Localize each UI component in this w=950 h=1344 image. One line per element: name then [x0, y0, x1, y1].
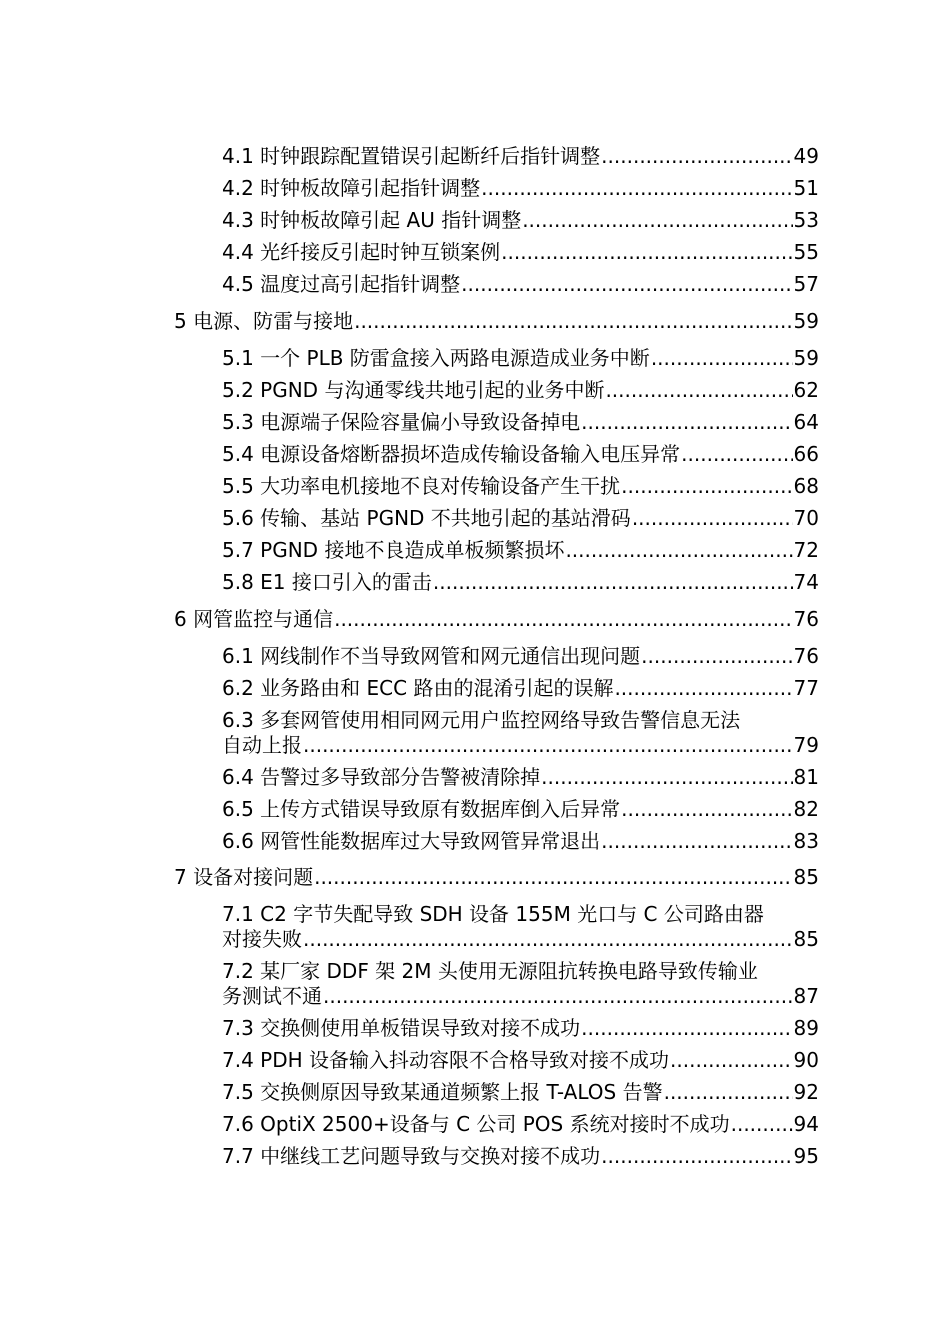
toc-leader-dots [681, 439, 792, 469]
toc-entry-page: 49 [793, 144, 819, 168]
toc-entry[interactable] [222, 407, 819, 437]
toc-entry[interactable] [222, 1141, 819, 1171]
toc-entry-page: 83 [793, 829, 819, 853]
toc-entry[interactable] [222, 439, 819, 469]
toc-entry-title-continued: 务测试不通 [222, 984, 322, 1008]
toc-entry-page: 55 [793, 240, 819, 264]
toc-leader-dots [651, 343, 793, 373]
toc-leader-dots [731, 1109, 793, 1139]
toc-entry-page: 92 [793, 1080, 819, 1104]
toc-leader-dots [605, 375, 792, 405]
toc-entry[interactable] [222, 269, 819, 299]
toc-leader-dots [303, 924, 793, 954]
toc-entry-page: 90 [793, 1048, 819, 1072]
toc-entry-page: 82 [793, 797, 819, 821]
toc-chapter-entry[interactable] [174, 862, 819, 892]
toc-entry[interactable] [222, 471, 819, 501]
toc-entry-title: 4.1 时钟跟踪配置错误引起断纤后指针调整 [222, 144, 601, 168]
toc-entry[interactable] [222, 1077, 819, 1107]
toc-entry-title: 6.2 业务路由和 ECC 路由的混淆引起的误解 [222, 676, 614, 700]
toc-leader-dots [632, 503, 793, 533]
toc-entry[interactable] [222, 343, 819, 373]
toc-leader-dots [522, 205, 792, 235]
toc-entry-title: 5.5 大功率电机接地不良对传输设备产生干扰 [222, 474, 621, 498]
toc-entry-page: 95 [793, 1144, 819, 1168]
toc-entry[interactable] [222, 205, 819, 235]
toc-leader-dots [621, 471, 792, 501]
toc-leader-dots [334, 604, 792, 634]
toc-entry-page: 68 [793, 474, 819, 498]
toc-entry-title: 5 电源、防雷与接地 [174, 309, 354, 333]
toc-entry-title: 6.1 网线制作不当导致网管和网元通信出现问题 [222, 644, 641, 668]
toc-entry-title: 4.2 时钟板故障引起指针调整 [222, 176, 481, 200]
toc-entry-page: 57 [793, 272, 819, 296]
toc-entry-page: 51 [793, 176, 819, 200]
toc-leader-dots [433, 567, 793, 597]
toc-entry-page: 72 [793, 538, 819, 562]
toc-entry-title-continued: 对接失败 [222, 927, 302, 951]
toc-entry[interactable] [222, 673, 819, 703]
toc-entry-title: 5.3 电源端子保险容量偏小导致设备掉电 [222, 410, 581, 434]
toc-leader-dots [354, 306, 792, 336]
toc-leader-dots [621, 794, 792, 824]
toc-entry[interactable] [222, 826, 819, 856]
toc-entry-title: 5.1 一个 PLB 防雷盒接入两路电源造成业务中断 [222, 346, 650, 370]
toc-entry-title: 5.4 电源设备熔断器损坏造成传输设备输入电压异常 [222, 442, 681, 466]
toc-entry-title: 5.8 E1 接口引入的雷击 [222, 570, 432, 594]
toc-entry[interactable] [222, 1109, 819, 1139]
toc-leader-dots [641, 641, 792, 671]
toc-leader-dots [481, 173, 792, 203]
toc-entry-page: 76 [793, 644, 819, 668]
toc-entry-page: 59 [793, 309, 819, 333]
toc-entry[interactable] [222, 567, 819, 597]
toc-entry[interactable] [222, 503, 819, 533]
toc-entry-title: 6.4 告警过多导致部分告警被清除掉 [222, 765, 541, 789]
toc-leader-dots [323, 981, 793, 1011]
toc-entry[interactable] [222, 375, 819, 405]
toc-entry-title: 6 网管监控与通信 [174, 607, 334, 631]
toc-leader-dots [670, 1045, 793, 1075]
toc-entry-page: 94 [793, 1112, 819, 1136]
toc-chapter-entry[interactable] [174, 604, 819, 634]
toc-entry[interactable] [222, 237, 819, 267]
toc-entry-page: 81 [793, 765, 819, 789]
toc-entry[interactable] [222, 173, 819, 203]
toc-leader-dots [303, 730, 793, 760]
toc-entry-title: 5.7 PGND 接地不良造成单板频繁损坏 [222, 538, 565, 562]
toc-entry-title: 7.5 交换侧原因导致某通道频繁上报 T-ALOS 告警 [222, 1080, 663, 1104]
toc-entry-title: 5.6 传输、基站 PGND 不共地引起的基站滑码 [222, 506, 631, 530]
toc-entry-page: 79 [793, 733, 819, 757]
toc-entry-title: 7.4 PDH 设备输入抖动容限不合格导致对接不成功 [222, 1048, 670, 1072]
toc-entry-continuation[interactable] [222, 730, 819, 760]
toc-entry-title: 7.6 OptiX 2500+设备与 C 公司 POS 系统对接时不成功 [222, 1112, 730, 1136]
toc-entry-title: 4.3 时钟板故障引起 AU 指针调整 [222, 208, 522, 232]
toc-entry-title: 7.3 交换侧使用单板错误导致对接不成功 [222, 1016, 581, 1040]
toc-entry-title: 6.5 上传方式错误导致原有数据库倒入后异常 [222, 797, 621, 821]
toc-entry-page: 77 [793, 676, 819, 700]
toc-entry[interactable] [222, 535, 819, 565]
toc-entry-title: 5.2 PGND 与沟通零线共地引起的业务中断 [222, 378, 605, 402]
toc-entry[interactable] [222, 899, 819, 927]
toc-entry-page: 53 [793, 208, 819, 232]
toc-entry[interactable] [222, 1013, 819, 1043]
toc-entry-page: 62 [793, 378, 819, 402]
toc-entry[interactable] [222, 1045, 819, 1075]
toc-entry-continuation[interactable] [222, 924, 819, 954]
toc-entry[interactable] [222, 956, 819, 984]
toc-leader-dots [565, 535, 792, 565]
toc-leader-dots [601, 826, 792, 856]
toc-entry[interactable] [222, 794, 819, 824]
toc-entry-title: 7.1 C2 字节失配导致 SDH 设备 155M 光口与 C 公司路由器 [222, 902, 764, 926]
toc-entry-page: 85 [793, 927, 819, 951]
toc-entry-title-continued: 自动上报 [222, 733, 302, 757]
toc-entry-page: 59 [793, 346, 819, 370]
toc-leader-dots [314, 862, 792, 892]
toc-entry-title: 4.5 温度过高引起指针调整 [222, 272, 461, 296]
toc-leader-dots [581, 407, 792, 437]
toc-chapter-entry[interactable] [174, 306, 819, 336]
toc-leader-dots [664, 1077, 793, 1107]
toc-entry-page: 85 [793, 865, 819, 889]
toc-entry[interactable] [222, 141, 819, 171]
toc-entry-title: 6.6 网管性能数据库过大导致网管异常退出 [222, 829, 601, 853]
toc-entry[interactable] [222, 762, 819, 792]
toc-entry-title: 7.7 中继线工艺问题导致与交换对接不成功 [222, 1144, 601, 1168]
toc-entry-title: 4.4 光纤接反引起时钟互锁案例 [222, 240, 501, 264]
toc-leader-dots [501, 237, 792, 267]
toc-entry-title: 7 设备对接问题 [174, 865, 314, 889]
toc-entry[interactable] [222, 641, 819, 671]
toc-entry-title: 6.3 多套网管使用相同网元用户监控网络导致告警信息无法 [222, 708, 741, 732]
toc-entry-page: 64 [793, 410, 819, 434]
toc-entry-page: 74 [793, 570, 819, 594]
toc-leader-dots [581, 1013, 792, 1043]
toc-leader-dots [614, 673, 792, 703]
toc-entry-title: 7.2 某厂家 DDF 架 2M 头使用无源阻抗转换电路导致传输业 [222, 959, 758, 983]
toc-leader-dots [601, 1141, 792, 1171]
toc-entry-page: 66 [793, 442, 819, 466]
toc-entry[interactable] [222, 705, 819, 733]
toc-leader-dots [461, 269, 792, 299]
toc-leader-dots [601, 141, 792, 171]
toc-entry-continuation[interactable] [222, 981, 819, 1011]
toc-entry-page: 70 [793, 506, 819, 530]
toc-entry-page: 87 [793, 984, 819, 1008]
toc-entry-page: 76 [793, 607, 819, 631]
toc-leader-dots [541, 762, 792, 792]
toc-entry-page: 89 [793, 1016, 819, 1040]
